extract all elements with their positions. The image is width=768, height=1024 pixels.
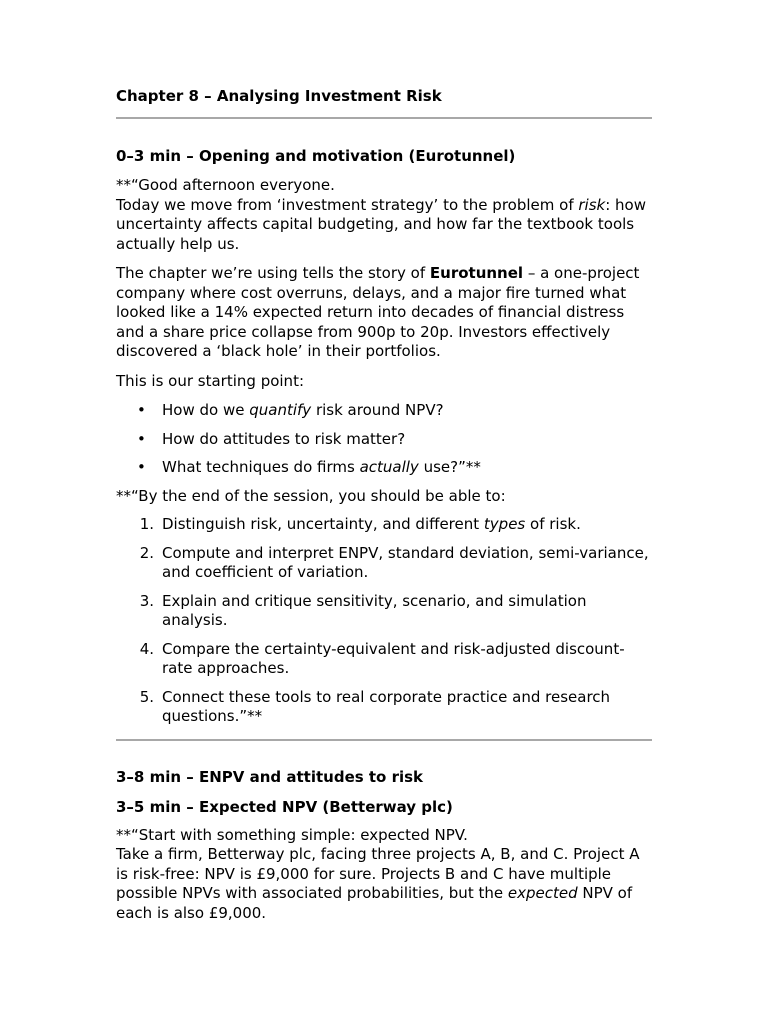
list-item-text: risk around NPV?: [311, 401, 444, 419]
list-item-emphasis: quantify: [249, 401, 312, 419]
list-item: [116, 430, 652, 450]
paragraph-greeting: [116, 176, 652, 254]
document-body: [116, 86, 652, 923]
eurotunnel-text-a: The chapter we’re using tells the story of: [116, 264, 430, 282]
list-item-text: Distinguish risk, uncertainty, and different: [162, 515, 484, 533]
list-item-text: Connect these tools to real corporate practice and research questions.”**: [162, 687, 611, 725]
bullet-icon: •: [137, 458, 146, 476]
objectives-list: [116, 515, 652, 727]
bullet-icon: •: [137, 429, 146, 448]
list-number: 4.: [139, 639, 154, 658]
list-item-text: Compute and interpret ENPV, standard deviation, semi-variance, and coefficient of variation.: [162, 543, 649, 581]
list-item-text: use?”**: [418, 458, 481, 476]
greeting-line: **“Good afternoon everyone.: [116, 176, 335, 194]
list-item-text: Compare the certainty-equivalent and risk-adjusted discount-rate approaches.: [162, 639, 625, 677]
list-item-text: Explain and critique sensitivity, scenario, and simulation analysis.: [162, 591, 587, 629]
list-number: 5.: [139, 687, 154, 706]
list-item: [116, 688, 652, 727]
question-list: [116, 401, 652, 478]
betterway-line: **“Start with something simple: expected NPV.: [116, 825, 468, 844]
list-item: [116, 592, 652, 631]
section-heading-opening: 0–3 min – Opening and motivation (Eurotunnel): [116, 147, 516, 165]
list-item: [116, 640, 652, 679]
list-item: [116, 544, 652, 583]
list-item-emphasis: types: [483, 515, 526, 533]
intro-text-a: Today we move from ‘investment strategy’ to the problem of: [116, 195, 579, 214]
bullet-icon: •: [137, 401, 146, 419]
list-item-emphasis: actually: [359, 458, 419, 476]
eurotunnel-text-b: – a one-project company where cost overruns, delays, and a major fire turned what looked like a 14% expected return into decades of financial distress and a share price collapse from 900p to 20p. Investors effectively discovered a ‘black hole’ in their portfolios.: [116, 264, 640, 360]
list-item-text: How do attitudes to risk matter?: [162, 429, 406, 448]
paragraph-eurotunnel: [116, 264, 652, 362]
chapter-title: Chapter 8 – Analysing Investment Risk: [116, 87, 442, 105]
list-item: [116, 458, 652, 478]
eurotunnel-strong: Eurotunnel: [429, 264, 524, 282]
betterway-emphasis: expected: [507, 884, 578, 902]
list-item: [116, 515, 652, 535]
divider: [116, 739, 652, 741]
subsection-heading-betterway: 3–5 min – Expected NPV (Betterway plc): [116, 797, 453, 816]
section-heading-enpv: 3–8 min – ENPV and attitudes to risk: [116, 767, 424, 786]
list-number: 1.: [139, 515, 154, 533]
list-item-text: How do we: [162, 401, 250, 419]
paragraph-betterway: [116, 826, 652, 924]
paragraph-starting-point: This is our starting point:: [116, 371, 304, 390]
intro-emphasis: risk: [578, 195, 606, 214]
betterway-text-b: NPV of each is also £9,000.: [116, 884, 633, 922]
divider: [116, 117, 652, 119]
list-item: [116, 401, 652, 421]
list-number: 3.: [139, 591, 154, 610]
list-item-text: What techniques do firms: [162, 458, 360, 476]
paragraph-objectives-intro: **“By the end of the session, you should be able to:: [116, 486, 506, 505]
list-number: 2.: [139, 543, 154, 562]
betterway-text-a: Take a firm, Betterway plc, facing three projects A, B, and C. Project A is risk-free: NPV is £9,000 for sure. Projects B and C have multiple possible NPVs with associated probabilities, but the: [116, 845, 640, 902]
intro-text-b: : how uncertainty affects capital budgeting, and how far the textbook tools actually help us.: [116, 195, 646, 253]
list-item-text: of risk.: [525, 515, 581, 533]
